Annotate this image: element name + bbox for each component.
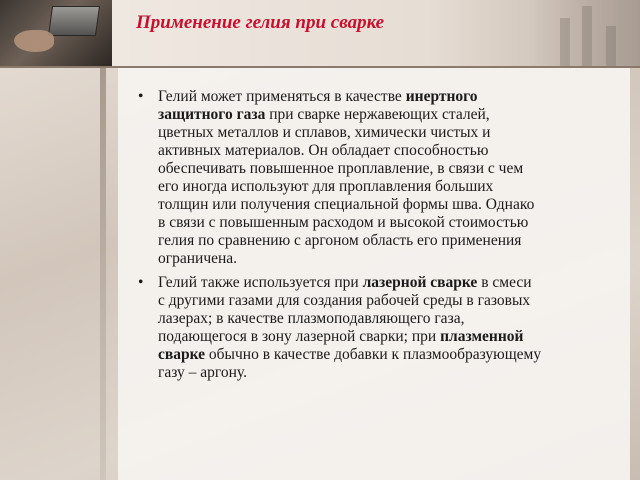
- bullet-text: Гелий может применяться в качестве: [158, 88, 406, 105]
- building-shape: [582, 6, 592, 66]
- bullet-text: обычно в качестве добавки к плазмообразующему газу – аргону.: [158, 346, 542, 381]
- hand-image: [14, 30, 54, 52]
- bullet-bold-term: инертного защитного газа: [158, 88, 478, 123]
- slide-title: Применение гелия при сварке: [136, 12, 385, 33]
- bullet-bold-term: лазерной сварке: [362, 274, 478, 291]
- building-shape: [606, 26, 616, 66]
- laptop-image: [48, 6, 100, 36]
- bullet-bold-term: плазменной сварке: [158, 328, 524, 363]
- header-photo-image: [0, 0, 112, 66]
- bullet-text: в смеси с другими газами для создания рабочей среды в газовых лазерах; в качестве плазмоподавляющего газа, подающегося в зону лазерной сварки; при: [158, 274, 532, 345]
- bullet-text: при сварке нержавеющих сталей, цветных металлов и сплавов, химически чистых и активных материалов. Он обладает способностью обеспечивать повышенное проплавление, в связи с чем его иногда используют для проплавления больших толщин или получения специальной формы шва. Однако в связи с повышенным расходом и высокой стоимостью гелия по сравнению с аргоном область его применения ограничена.: [158, 106, 535, 267]
- bullet-text: Гелий также используется при: [158, 274, 363, 291]
- bullet-item: [138, 274, 542, 382]
- building-shape: [560, 18, 570, 66]
- left-accent-bar: [100, 68, 106, 480]
- bullet-list: [138, 88, 542, 388]
- bullet-item: [138, 88, 542, 268]
